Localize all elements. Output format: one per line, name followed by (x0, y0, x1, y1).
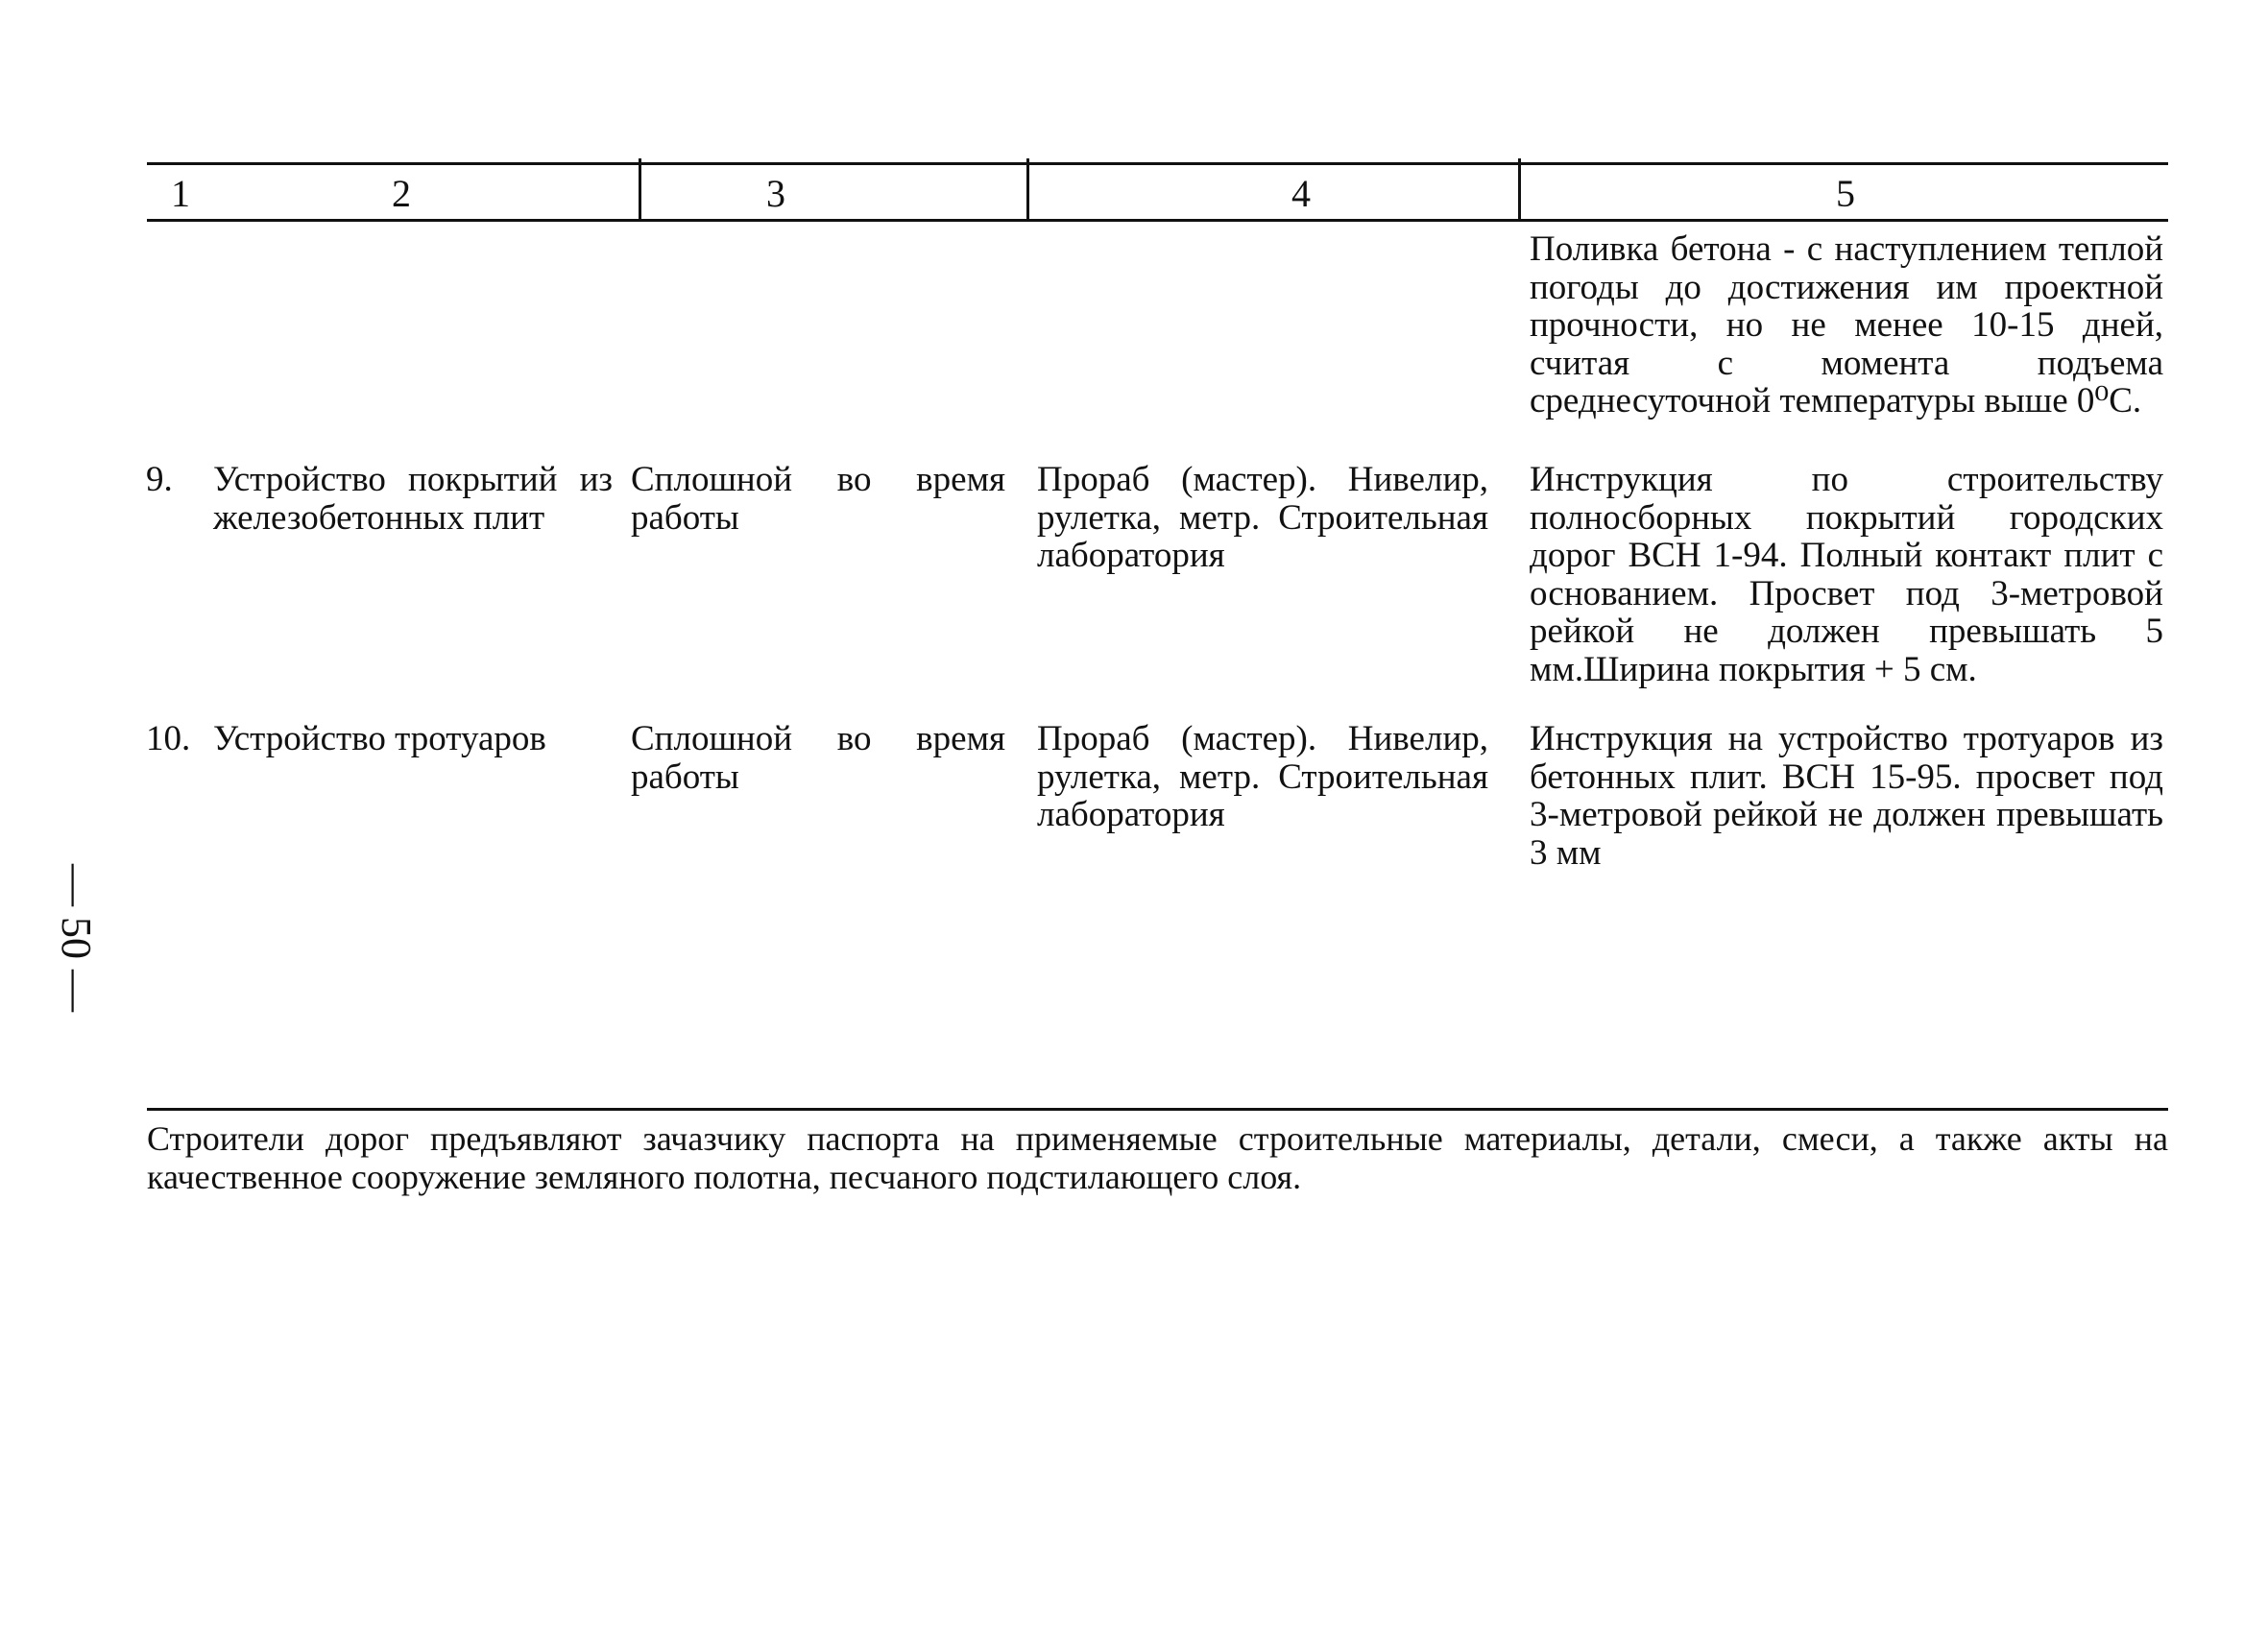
row-control-type: Сплошной во время работы (631, 719, 1005, 797)
footer-rule (147, 1108, 2168, 1111)
row-number: 9. (146, 460, 173, 499)
header-divider (639, 158, 641, 220)
column-header-1: 1 (171, 172, 190, 215)
row-work-type: Устройство тротуаров (213, 719, 546, 758)
table-header-bottom-rule (147, 219, 2168, 222)
row-responsible: Прораб (мастер). Нивелир, рулетка, метр. Строительная лаборатория (1037, 719, 1488, 834)
column-header-2: 2 (392, 172, 411, 215)
row-number: 10. (146, 719, 191, 758)
column-header-4: 4 (1291, 172, 1311, 215)
row-control-type: Сплошной во время работы (631, 460, 1005, 538)
row-work-type: Устройство покрытий из железобетонных плит (213, 460, 613, 538)
header-divider (1026, 158, 1029, 220)
page-number: — 50 — (53, 864, 100, 1012)
table-top-rule (147, 162, 2168, 165)
row-responsible: Прораб (мастер). Нивелир, рулетка, метр. Строительная лаборатория (1037, 460, 1488, 575)
footer-text: Строители дорог предъявляют зачазчику паспорта на применяемые строительные материалы, детали, смеси, а также акты на качественное сооружение земляного полотна, песчаного подстилающего слоя. (147, 1119, 2168, 1196)
column-header-3: 3 (766, 172, 785, 215)
row-requirements: Инструкция по строительству полносборных покрытий городских дорог ВСН 1-94. Полный контакт плит с основанием. Просвет под 3-метровой рейкой не должен превышать 5 мм.Ширина покрытия + 5 см. (1530, 460, 2163, 689)
row-requirements: Инструкция на устройство тротуаров из бетонных плит. ВСН 15-95. просвет под 3-метровой рейкой не должен превышать 3 мм (1530, 719, 2163, 873)
column-header-5: 5 (1836, 172, 1855, 215)
header-divider (1518, 158, 1521, 220)
continuation-cell: Поливка бетона - с наступлением теплой погоды до достижения им проектной прочности, но не менее 10-15 дней, считая с момента подъема среднесуточной температуры выше 0⁰С. (1530, 229, 2163, 420)
